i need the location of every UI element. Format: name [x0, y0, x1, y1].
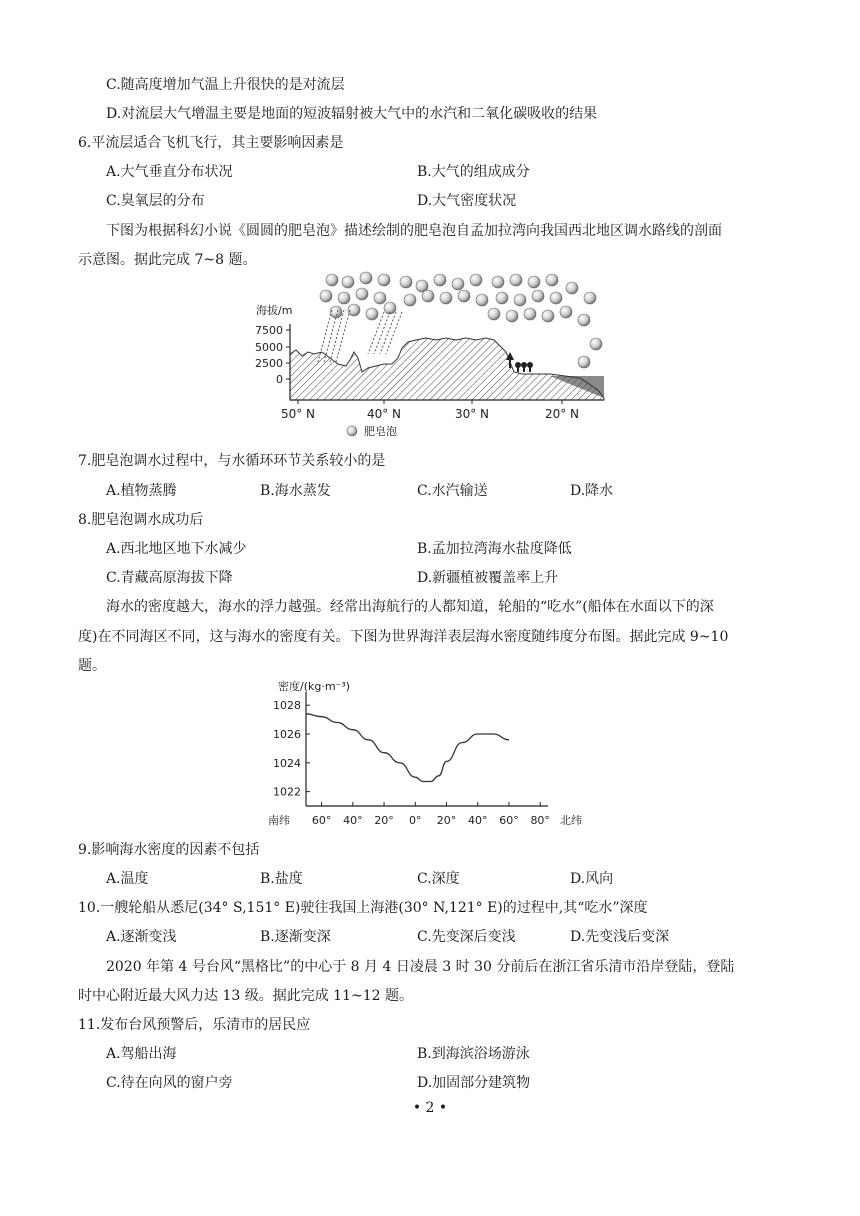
q11-option-a: A.驾船出海 — [106, 1046, 177, 1062]
figure1-xtick: 20° N — [544, 407, 580, 421]
q9-option-d: D.风向 — [570, 871, 614, 887]
q8-option-b: B.孟加拉湾海水盐度降低 — [417, 541, 572, 557]
q5-option-d: D.对流层大气增温主要是地面的短波辐射被大气中的水汽和二氧化碳吸收的结果 — [106, 106, 598, 122]
q9-option-b: B.盐度 — [260, 871, 303, 887]
density-curve — [306, 714, 509, 782]
chart-ytick-label: 1028 — [273, 699, 301, 713]
q10-option-a: A.逐渐变浅 — [106, 929, 177, 945]
passage-9-10-line1: 海水的密度越大，海水的浮力越强。经常出海航行的人都知道，轮船的“吃水”(船体在水面以下的深 — [106, 599, 714, 615]
q9-option-c: C.深度 — [417, 871, 460, 887]
q8-stem: 8.肥皂泡调水成功后 — [78, 512, 204, 528]
q6-stem: 6.平流层适合飞机飞行，其主要影响因素是 — [78, 135, 344, 151]
q7-option-d: D.降水 — [570, 483, 614, 499]
q7-option-a: A.植物蒸腾 — [106, 483, 177, 499]
figure1-ytick: 7500 — [255, 324, 283, 337]
q11-option-d: D.加固部分建筑物 — [417, 1075, 531, 1091]
passage-11-12-line2: 时中心附近最大风力达 13 级。据此完成 11~12 题。 — [78, 988, 413, 1004]
passage-9-10-line2: 度)在不同海区不同，这与海水的密度有关。下图为世界海洋表层海水密度随纬度分布图。据此完成 9~10 — [78, 629, 729, 645]
q6-option-b: B.大气的组成成分 — [417, 164, 530, 180]
q10-option-c: C.先变深后变浅 — [417, 929, 516, 945]
chart-xtick-label: 40° — [343, 814, 363, 827]
passage-7-8-line2: 示意图。据此完成 7~8 题。 — [78, 252, 257, 268]
passage-9-10-line3: 题。 — [78, 658, 106, 674]
q10-stem: 10.一艘轮船从悉尼(34° S,151° E)驶往我国上海港(30° N,121° E)的过程中,其“吃水”深度 — [78, 900, 648, 916]
chart-ytick-label: 1022 — [273, 785, 301, 799]
figure1-xtick: 40° N — [366, 407, 402, 421]
q9-option-a: A.温度 — [106, 871, 149, 887]
chart-xlabel-south: 南纬 — [268, 814, 290, 827]
q11-stem: 11.发布台风预警后，乐清市的居民应 — [78, 1017, 311, 1033]
seawater-density-chart — [268, 676, 598, 834]
q7-option-c: C.水汽输送 — [417, 483, 488, 499]
q8-option-d: D.新疆植被覆盖率上升 — [417, 570, 559, 586]
figure1-ytick: 2500 — [255, 357, 283, 370]
q7-option-b: B.海水蒸发 — [260, 483, 331, 499]
chart-xtick-label: 60° — [311, 814, 332, 827]
q6-option-a: A.大气垂直分布状况 — [106, 164, 233, 180]
q9-stem: 9.影响海水密度的因素不包括 — [78, 842, 260, 858]
q6-option-c: C.臭氧层的分布 — [106, 193, 205, 209]
chart-ytick-label: 1024 — [273, 756, 301, 770]
chart-ylabel: 密度/(kg·m⁻³) — [278, 680, 351, 693]
chart-xtick-label: 0° — [409, 814, 422, 827]
q6-option-d: D.大气密度状况 — [417, 193, 517, 209]
chart-ytick-label: 1026 — [273, 728, 301, 741]
q8-option-c: C.青藏高原海拔下降 — [106, 570, 233, 586]
q8-option-a: A.西北地区地下水减少 — [106, 541, 247, 557]
page-number: • 2 • — [412, 1100, 448, 1116]
chart-xlabel-north: 北纬 — [560, 814, 582, 827]
q7-stem: 7.肥皂泡调水过程中，与水循环环节关系较小的是 — [78, 453, 386, 469]
figure1-ytick: 5000 — [255, 341, 283, 354]
chart-xtick-label: 80° — [530, 814, 550, 827]
figure1-xtick: 30° N — [454, 407, 490, 421]
q11-option-c: C.待在向风的窗户旁 — [106, 1075, 233, 1091]
chart-xtick-label: 60° — [499, 814, 519, 827]
figure1-xtick: 50° N — [280, 407, 316, 421]
figure1-ylabel: 海拔/m — [256, 304, 293, 317]
water-transfer-profile-figure — [250, 268, 620, 440]
q10-option-d: D.先变浅后变深 — [570, 929, 670, 945]
figure1-legend-label: 肥皂泡 — [364, 425, 397, 438]
q11-option-b: B.到海滨浴场游泳 — [417, 1046, 530, 1062]
terrain-profile — [290, 338, 604, 400]
figure1-ytick: 0 — [276, 373, 283, 386]
passage-7-8-line1: 下图为根据科幻小说《圆圆的肥皂泡》描述绘制的肥皂泡自孟加拉湾向我国西北地区调水路线的剖面 — [106, 223, 722, 239]
rain-streaks — [318, 310, 402, 362]
q5-option-c: C.随高度增加气温上升很快的是对流层 — [106, 77, 345, 93]
q10-option-b: B.逐渐变深 — [260, 929, 331, 945]
chart-xtick-label: 20° — [374, 814, 394, 827]
passage-11-12-line1: 2020 年第 4 号台风“黑格比”的中心于 8 月 4 日凌晨 3 时 30 分前后在浙江省乐清市沿岸登陆，登陆 — [106, 959, 735, 975]
legend-bubble-icon — [347, 426, 357, 436]
chart-xtick-label: 20° — [436, 814, 457, 827]
chart-xtick-label: 40° — [467, 814, 488, 827]
